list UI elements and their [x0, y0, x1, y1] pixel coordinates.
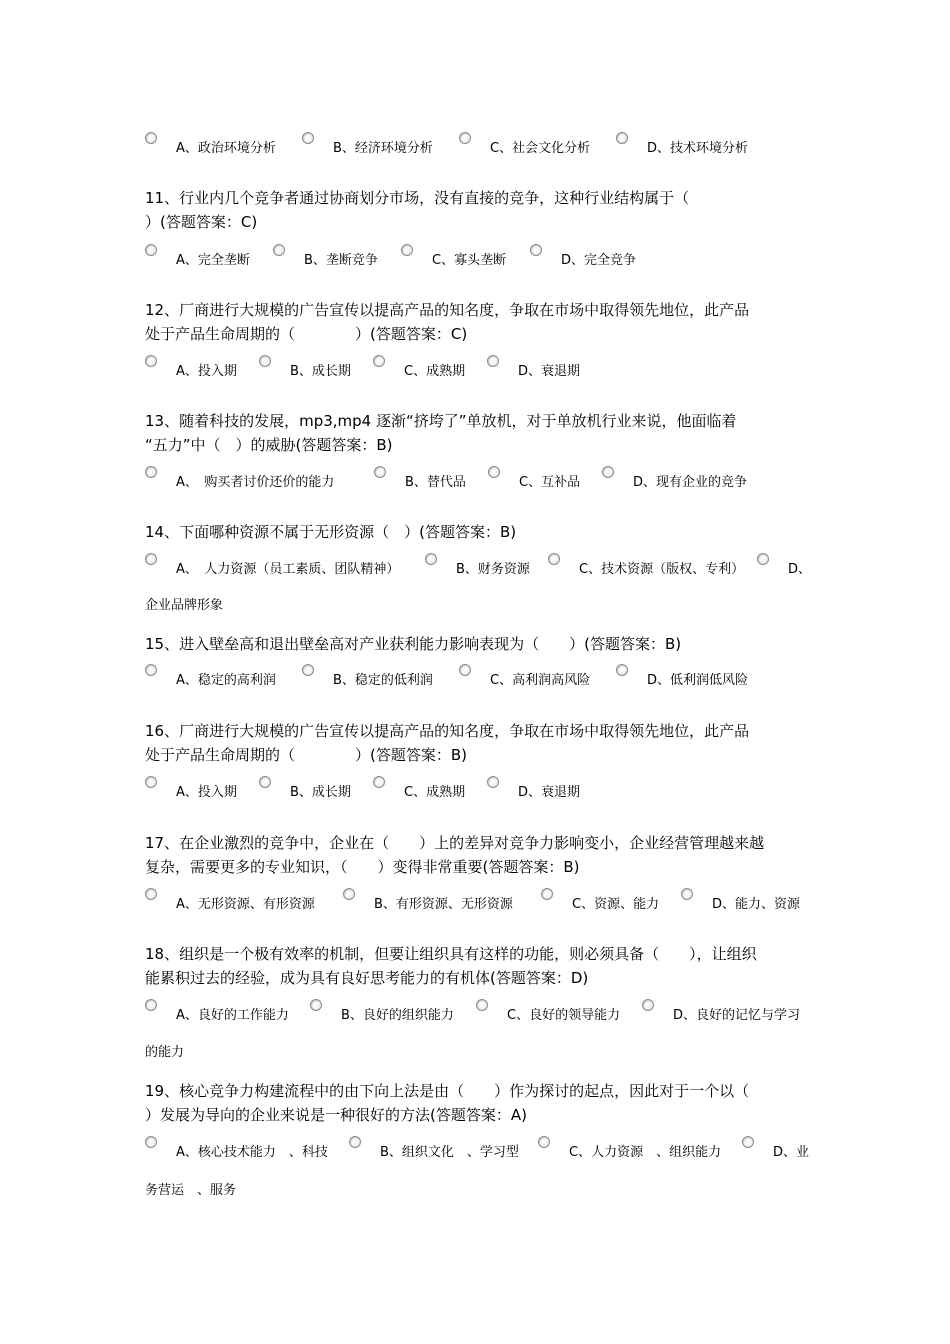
q11-text [145, 186, 810, 234]
q19-text [145, 1079, 810, 1127]
q15-text [145, 632, 810, 656]
radio-icon[interactable] [487, 776, 499, 788]
option-label: B、经济环境分析 [333, 141, 433, 156]
q17-line1: 17、在企业激烈的竞争中，企业在（ ）上的差异对竞争力影响变小，企业经营管理越来越 [145, 834, 765, 852]
radio-icon[interactable] [145, 999, 157, 1011]
option-label: A、无形资源、有形资源 [176, 897, 315, 912]
option-label: C、资源、能力 [572, 897, 660, 912]
radio-icon[interactable] [401, 244, 413, 256]
radio-icon[interactable] [373, 776, 385, 788]
radio-icon[interactable] [310, 999, 322, 1011]
radio-icon[interactable] [459, 664, 471, 676]
q15-options [145, 664, 815, 690]
q16-line1: 16、厂商进行大规模的广告宣传以提高产品的知名度，争取在市场中取得领先地位，此产品 [145, 722, 750, 740]
option-label: C、寡头垄断 [432, 253, 507, 268]
q18-line1: 18、组织是一个极有效率的机制，但要让组织具有这样的功能，则必须具备（ ），让组织 [145, 945, 757, 963]
radio-icon[interactable] [425, 553, 437, 565]
q11-line2: ）(答题答案：C) [145, 213, 258, 231]
radio-icon[interactable] [642, 999, 654, 1011]
option-label: D、现有企业的竞争 [633, 475, 748, 490]
radio-icon[interactable] [273, 244, 285, 256]
radio-icon[interactable] [373, 355, 385, 367]
radio-icon[interactable] [145, 132, 157, 144]
radio-icon[interactable] [681, 888, 693, 900]
q16-text [145, 719, 810, 767]
radio-icon[interactable] [548, 553, 560, 565]
option-label: A、投入期 [176, 364, 237, 379]
q19-line1: 19、核心竞争力构建流程中的由下向上法是由（ ）作为探讨的起点，因此对于一个以（ [145, 1082, 750, 1100]
radio-icon[interactable] [349, 1136, 361, 1148]
option-label: C、互补品 [519, 475, 581, 490]
option-label: A、稳定的高利润 [176, 673, 276, 688]
option-label: A、良好的工作能力 [176, 1008, 289, 1023]
radio-icon[interactable] [145, 466, 157, 478]
option-label: C、社会文化分析 [490, 141, 591, 156]
radio-icon[interactable] [487, 355, 499, 367]
option-label: A、核心技术能力 、科技 [176, 1145, 328, 1160]
option-label: B、成长期 [290, 785, 351, 800]
q13-line2: “五力”中（ ）的威胁(答题答案：B) [145, 436, 393, 454]
option-label: A、 购买者讨价还价的能力 [176, 475, 335, 490]
q14-line1: 14、下面哪种资源不属于无形资源（ ）(答题答案：B) [145, 523, 517, 541]
option-label: B、稳定的低利润 [333, 673, 433, 688]
radio-icon[interactable] [488, 466, 500, 478]
radio-icon[interactable] [616, 664, 628, 676]
option-label: A、政治环境分析 [176, 141, 276, 156]
option-label: B、良好的组织能力 [341, 1008, 454, 1023]
radio-icon[interactable] [538, 1136, 550, 1148]
radio-icon[interactable] [757, 553, 769, 565]
radio-icon[interactable] [302, 132, 314, 144]
option-label: C、技术资源（版权、专利） [579, 562, 745, 577]
option-label: C、高利润高风险 [490, 673, 591, 688]
radio-icon[interactable] [459, 132, 471, 144]
radio-icon[interactable] [374, 466, 386, 478]
q16-line2: 处于产品生命周期的（ ）(答题答案：B) [145, 746, 467, 764]
q17-text [145, 831, 810, 879]
option-label: D、技术环境分析 [647, 141, 749, 156]
radio-icon[interactable] [259, 776, 271, 788]
option-label: A、完全垄断 [176, 253, 250, 268]
option-label: D、业 [773, 1145, 810, 1160]
radio-icon[interactable] [145, 355, 157, 367]
radio-icon[interactable] [602, 466, 614, 478]
radio-icon[interactable] [742, 1136, 754, 1148]
option-label: B、组织文化 、学习型 [380, 1145, 519, 1160]
q14-options [145, 553, 815, 579]
option-label: A、 人力资源（员工素质、团队精神） [176, 562, 400, 577]
option-label: C、人力资源 、组织能力 [569, 1145, 722, 1160]
q18-line2: 能累积过去的经验，成为具有良好思考能力的有机体(答题答案：D) [145, 969, 589, 987]
q17-line2: 复杂，需要更多的专业知识，（ ）变得非常重要(答题答案：B) [145, 858, 580, 876]
q12-line1: 12、厂商进行大规模的广告宣传以提高产品的知名度，争取在市场中取得领先地位，此产品 [145, 301, 750, 319]
radio-icon[interactable] [302, 664, 314, 676]
radio-icon[interactable] [145, 1136, 157, 1148]
radio-icon[interactable] [541, 888, 553, 900]
radio-icon[interactable] [530, 244, 542, 256]
option-label: D、衰退期 [518, 785, 581, 800]
option-label: D、能力、资源 [712, 897, 801, 912]
q11-options [145, 244, 815, 270]
q13-options [145, 466, 815, 492]
q12-text [145, 298, 810, 346]
option-label: C、成熟期 [404, 364, 466, 379]
radio-icon[interactable] [145, 776, 157, 788]
radio-icon[interactable] [145, 553, 157, 565]
option-label: B、财务资源 [456, 562, 530, 577]
option-label: C、成熟期 [404, 785, 466, 800]
q13-text [145, 409, 810, 457]
option-label: B、有形资源、无形资源 [374, 897, 513, 912]
option-label: D、完全竞争 [561, 253, 637, 268]
radio-icon[interactable] [259, 355, 271, 367]
q11-line1: 11、行业内几个竞争者通过协商划分市场，没有直接的竞争，这种行业结构属于（ [145, 189, 690, 207]
q13-line1: 13、随着科技的发展，mp3,mp4 逐渐“挤垮了”单放机，对于单放机行业来说，他面临着 [145, 412, 737, 430]
q18-text [145, 942, 810, 990]
radio-icon[interactable] [616, 132, 628, 144]
radio-icon[interactable] [476, 999, 488, 1011]
q14-text [145, 520, 810, 544]
q19-options [145, 1136, 815, 1162]
q15-line1: 15、进入壁垒高和退出壁垒高对产业获利能力影响表现为（ ）(答题答案：B) [145, 635, 682, 653]
option-label: D、 [788, 562, 812, 577]
q12-options [145, 355, 815, 381]
option-label: C、良好的领导能力 [507, 1008, 621, 1023]
option-label: D、衰退期 [518, 364, 581, 379]
option-label: D、低利润低风险 [647, 673, 749, 688]
q16-options [145, 776, 815, 802]
radio-icon[interactable] [145, 664, 157, 676]
option-label: B、替代品 [405, 475, 466, 490]
option-label: B、成长期 [290, 364, 351, 379]
q19-line2: ）发展为导向的企业来说是一种很好的方法(答题答案：A) [145, 1106, 527, 1124]
radio-icon[interactable] [145, 888, 157, 900]
q18-option-continuation: 的能力 [145, 1045, 185, 1060]
q14-option-continuation: 企业品牌形象 [145, 598, 224, 613]
q17-options [145, 888, 815, 914]
option-label: D、良好的记忆与学习 [673, 1008, 801, 1023]
option-label: A、投入期 [176, 785, 237, 800]
q18-options [145, 999, 815, 1025]
q10-options [145, 132, 815, 158]
radio-icon[interactable] [145, 244, 157, 256]
radio-icon[interactable] [343, 888, 355, 900]
option-label: B、垄断竞争 [304, 253, 378, 268]
q12-line2: 处于产品生命周期的（ ）(答题答案：C) [145, 325, 468, 343]
q19-option-continuation: 务营运 、服务 [145, 1183, 237, 1198]
